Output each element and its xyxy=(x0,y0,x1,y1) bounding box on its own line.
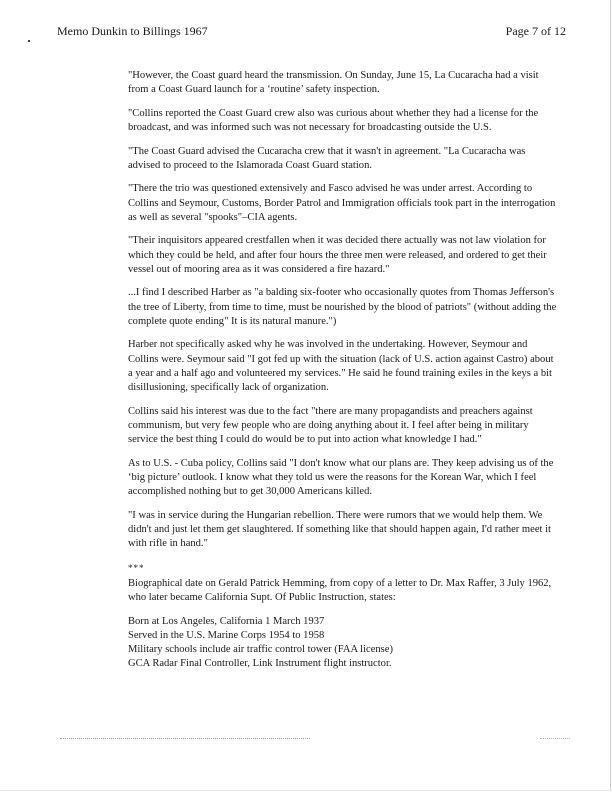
bio-line: Military schools include air traffic control tower (FAA license) xyxy=(128,644,393,655)
paragraph: "I was in service during the Hungarian rebellion. There were rumors that we would help them. We didn't and just let them get slaughtered. If something like that should happen again, I'd rather meet it with rifle in hand." xyxy=(128,509,551,549)
margin-mark xyxy=(28,40,30,42)
bio-line: Born at Los Angeles, California 1 March 1937 xyxy=(128,615,325,627)
paragraph: Collins said his interest was due to the fact "there are many propagandists and preachers against communism, but very few people who are doing anything about it. I feel after being in military service the best thing I could do would be to put into action what knowledge I had." xyxy=(128,405,533,445)
paragraph: "Their inquisitors appeared crestfallen when it was decided there actually was not law violation for which they could be held, and after four hours the three men were released, and ordered to get their vessel out of mooring area as it was considered a fire hazard." xyxy=(128,235,547,275)
bio-line: Served in the U.S. Marine Corps 1954 to 1958 xyxy=(128,629,325,641)
bio-list xyxy=(128,615,560,672)
bio-line: GCA Radar Final Controller, Link Instrument flight instructor. xyxy=(128,658,392,670)
bio-intro: Biographical date on Gerald Patrick Hemming, from copy of a letter to Dr. Max Raffer, 3 July 1962, who later became California Supt. Of Public Instruction, states: xyxy=(128,577,552,603)
paragraph: ...I find I described Harber as "a balding six-footer who occasionally quotes from Thomas Jefferson's the tree of Liberty, from time to time, must be nourished by the blood of patriots" (without adding the complete quote ending" It is its natural manure.") xyxy=(128,287,557,327)
paragraph: "Collins reported the Coast Guard crew also was curious about whether they had a license for the broadcast, and was informed such was not necessary for broadcasting outside the U.S. xyxy=(128,107,539,133)
page-number: Page 7 of 12 xyxy=(505,24,566,38)
paragraph: As to U.S. - Cuba policy, Collins said "I don't know what our plans are. They keep advising us of the ‘big picture’ outlook. I know what they told us were the reasons for the Korean War, which I feel accomplished nothing but to get 30,000 Americans killed. xyxy=(128,457,554,497)
section-separator: *** xyxy=(128,562,145,573)
paragraph: "There the trio was questioned extensively and Fasco advised he was under arrest. According to Collins and Seymour, Customs, Border Patrol and Immigration officials took part in the interrogation as well as several "spooks"–CIA agents. xyxy=(128,183,556,223)
paragraph: "However, the Coast guard heard the transmission. On Sunday, June 15, La Cucaracha had a visit from a Coast Guard launch for a ‘routine’ safety inspection. xyxy=(128,70,539,96)
footer-rule-right xyxy=(540,738,570,739)
footer-rule xyxy=(60,738,310,739)
paragraph: "The Coast Guard advised the Cucaracha crew that it wasn't in agreement. "La Cucaracha was advised to proceed to the Islamorada Coast Guard station. xyxy=(128,145,526,171)
memo-body xyxy=(128,69,560,671)
memo-title: Memo Dunkin to Billings 1967 xyxy=(57,24,208,38)
paragraph: Harber not specifically asked why he was involved in the undertaking. However, Seymour and Collins were. Seymour said "I got fed up with the situation (lack of U.S. action against Castro) about a year and a half ago and volunteered my services." He said he found training exiles in the keys a bit disillusioning, specifically lack of organization. xyxy=(128,339,554,393)
